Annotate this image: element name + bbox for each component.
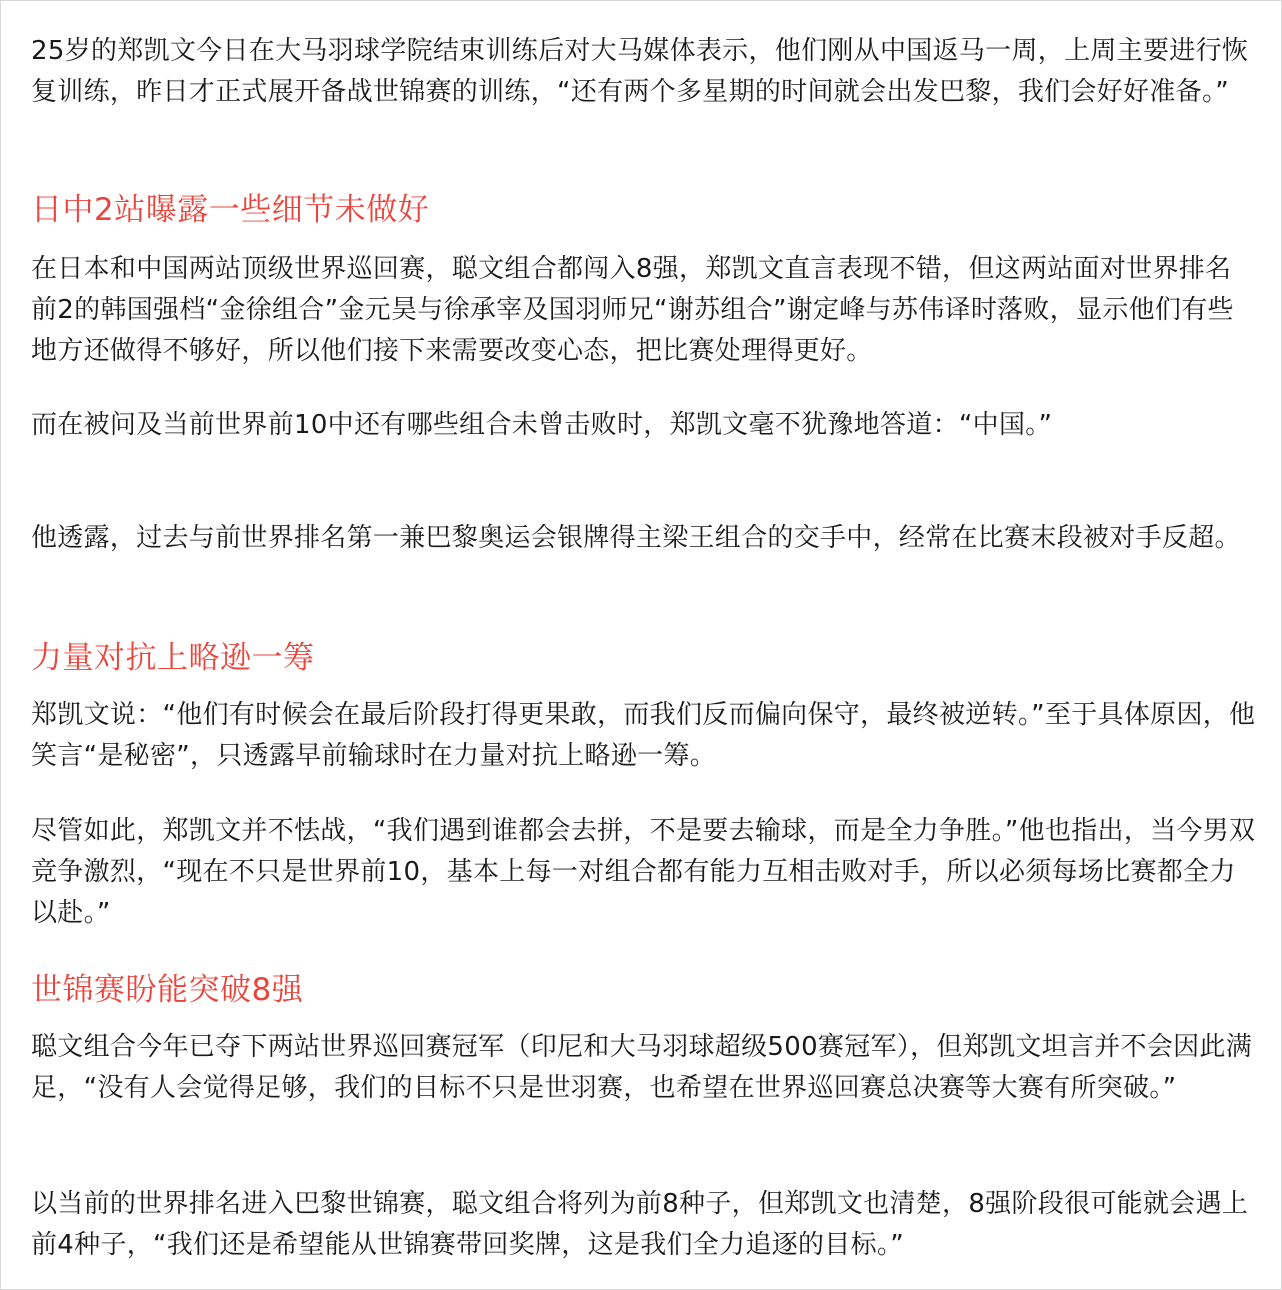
section-heading-3: 世锦赛盼能突破8强 [31, 972, 304, 1008]
paragraph-intro: 25岁的郑凯文今日在大马羽球学院结束训练后对大马媒体表示，他们刚从中国返马一周，上周主要进行恢复训练，昨日才正式展开备战世锦赛的训练，“还有两个多星期的时间就会出发巴黎，我们会好好准备。” [31, 36, 1249, 107]
paragraph-3: 而在被问及当前世界前10中还有哪些组合未曾击败时，郑凯文毫不犹豫地答道：“中国。” [31, 410, 1053, 440]
paragraph-2: 在日本和中国两站顶级世界巡回赛，聪文组合都闯入8强，郑凯文直言表现不错，但这两站面对世界排名前2的韩国强档“金徐组合”金元昊与徐承宰及国羽师兄“谢苏组合”谢定峰与苏伟译时落败，显示他们有些地方还做得不够好，所以他们接下来需要改变心态，把比赛处理得更好。 [31, 254, 1234, 366]
section-heading-2: 力量对抗上略逊一筹 [31, 640, 315, 676]
paragraph-6: 尽管如此，郑凯文并不怯战，“我们遇到谁都会去拼，不是要去输球，而是全力争胜。”他也指出，当今男双竞争激烈，“现在不只是世界前10，基本上每一对组合都有能力互相击败对手，所以必须每场比赛都全力以赴。” [31, 816, 1256, 928]
section-heading-1: 日中2站曝露一些细节未做好 [31, 192, 430, 228]
paragraph-4: 他透露，过去与前世界排名第一兼巴黎奥运会银牌得主梁王组合的交手中，经常在比赛末段被对手反超。 [31, 523, 1241, 553]
paragraph-7: 聪文组合今年已夺下两站世界巡回赛冠军（印尼和大马羽球超级500赛冠军），但郑凯文坦言并不会因此满足，“没有人会觉得足够，我们的目标不只是世羽赛，也希望在世界巡回赛总决赛等大赛有所突破。” [31, 1032, 1253, 1103]
paragraph-8: 以当前的世界排名进入巴黎世锦赛，聪文组合将列为前8种子，但郑凯文也清楚，8强阶段很可能就会遇上前4种子，“我们还是希望能从世锦赛带回奖牌，这是我们全力追逐的目标。” [31, 1189, 1249, 1260]
paragraph-5: 郑凯文说：“他们有时候会在最后阶段打得更果敢，而我们反而偏向保守，最终被逆转。”至于具体原因，他笑言“是秘密”，只透露早前输球时在力量对抗上略逊一筹。 [31, 700, 1256, 771]
